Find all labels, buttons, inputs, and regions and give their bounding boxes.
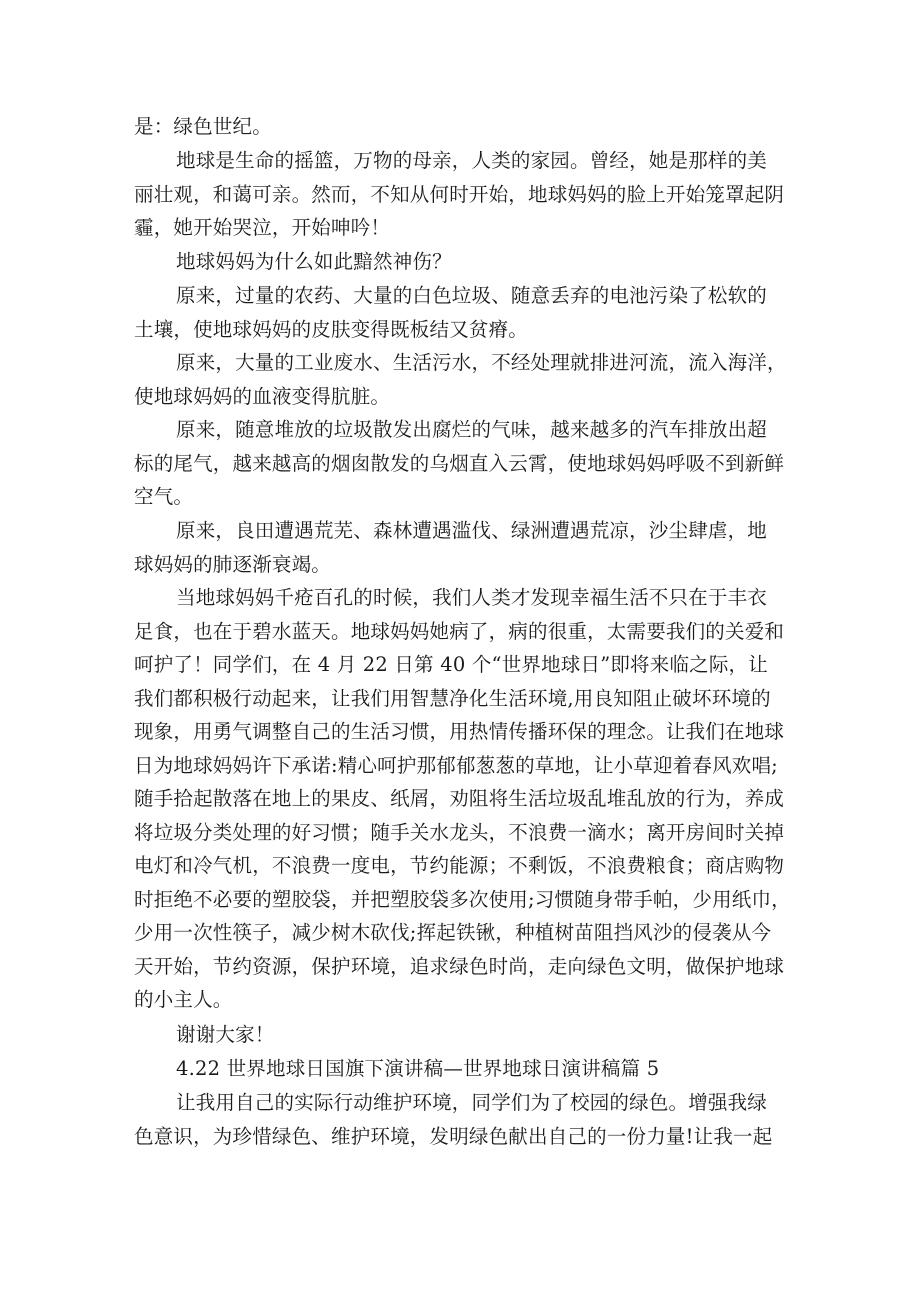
text-line: 丽壮观，和蔼可亲。然而，不知从何时开始，地球妈妈的脸上开始笼罩起阴 (134, 182, 785, 206)
paragraph-air (134, 413, 800, 514)
text-line: 霾，她开始哭泣，开始呻吟！ (134, 216, 391, 239)
text-line: 天开始，节约资源，保护环境，追求绿色时尚，走向绿色文明，做保护地球 (134, 954, 785, 978)
text-line: 足食，也在于碧水蓝天。地球妈妈她病了，病的很重，太需要我们的关爱和 (134, 619, 785, 643)
text-line: 地球妈妈为什么如此黯然神伤？ (176, 250, 452, 273)
text-line: 原来，大量的工业废水、生活污水，不经处理就排进河流，流入海洋， (176, 351, 787, 374)
paragraph-speech-5 (134, 1086, 800, 1153)
text-line: 电灯和冷气机，不浪费一度电，节约能源；不剩饭，不浪费粮食；商店购物 (134, 854, 785, 877)
text-line: 是：绿色世纪。 (134, 115, 272, 138)
text-line: 的小主人。 (134, 988, 233, 1011)
text-line: 日为地球妈妈许下承诺:精心呵护那郁郁葱葱的草地，让小草迎着春风欢唱; (134, 753, 778, 777)
text-line: 现象，用勇气调整自己的生活习惯，用热情传播环保的理念。让我们在地球 (134, 720, 785, 743)
text-line: 让我用自己的实际行动维护环境，同学们为了校园的绿色。增强我绿 (176, 1091, 768, 1114)
paragraph-land (134, 514, 800, 581)
paragraph-question (134, 245, 800, 279)
text-line: 球妈妈的肺逐渐衰竭。 (134, 552, 332, 576)
text-line: 空气。 (134, 485, 194, 508)
paragraph-intro-tail (134, 110, 800, 144)
text-line: 原来，过量的农药、大量的白色垃圾、随意丢弃的电池污染了松软的 (176, 284, 768, 307)
text-line: 色意识，为珍惜绿色、维护环境，发明绿色献出自己的一份力量!让我一起 (134, 1124, 773, 1148)
text-line: 标的尾气，越来越高的烟囱散发的乌烟直入云霄，使地球妈妈呼吸不到新鲜 (134, 451, 785, 475)
text-line: 随手拾起散落在地上的果皮、纸屑，劝阻将生活垃圾乱堆乱放的行为，养成 (134, 787, 785, 810)
text-line: 原来，良田遭遇荒芜、森林遭遇滥伐、绿洲遭遇荒凉，沙尘肆虐，地 (176, 519, 768, 542)
paragraph-soil (134, 279, 800, 346)
paragraph-water (134, 346, 800, 413)
text-line: 少用一次性筷子，减少树木砍伐;挥起铁锹，种植树苗阻挡风沙的侵袭从今 (134, 921, 772, 944)
text-line: 原来，随意堆放的垃圾散发出腐烂的气味，越来越多的汽车排放出超 (176, 418, 768, 441)
text-line: 呵护了！同学们，在 4 月 22 日第 40 个“世界地球日”即将来临之际，让 (134, 653, 768, 676)
section-heading (134, 1052, 800, 1086)
paragraph-thanks (134, 1018, 800, 1052)
text-line: 谢谢大家！ (176, 1023, 275, 1046)
text-line: 当地球妈妈千疮百孔的时候，我们人类才发现幸福生活不只在于丰衣 (176, 586, 768, 609)
heading-line: 4.22 世界地球日国旗下演讲稿—世界地球日演讲稿篇 5 (176, 1057, 660, 1080)
paragraph-call-to-action (134, 581, 800, 1017)
text-line: 我们都积极行动起来，让我们用智慧净化生活环境,用良知阻止破坏环境的 (134, 686, 771, 710)
text-line: 时拒绝不必要的塑胶袋，并把塑胶袋多次使用;习惯随身带手帕，少用纸巾， (134, 887, 791, 911)
text-line: 使地球妈妈的血液变得肮脏。 (134, 384, 391, 408)
text-line: 将垃圾分类处理的好习惯；随手关水龙头，不浪费一滴水；离开房间时关掉 (134, 820, 785, 844)
paragraph-earth-cradle (134, 144, 800, 245)
text-line: 土壤，使地球妈妈的皮肤变得既板结又贫瘠。 (134, 317, 529, 341)
text-line: 地球是生命的摇篮，万物的母亲，人类的家园。曾经，她是那样的美 (176, 149, 768, 172)
